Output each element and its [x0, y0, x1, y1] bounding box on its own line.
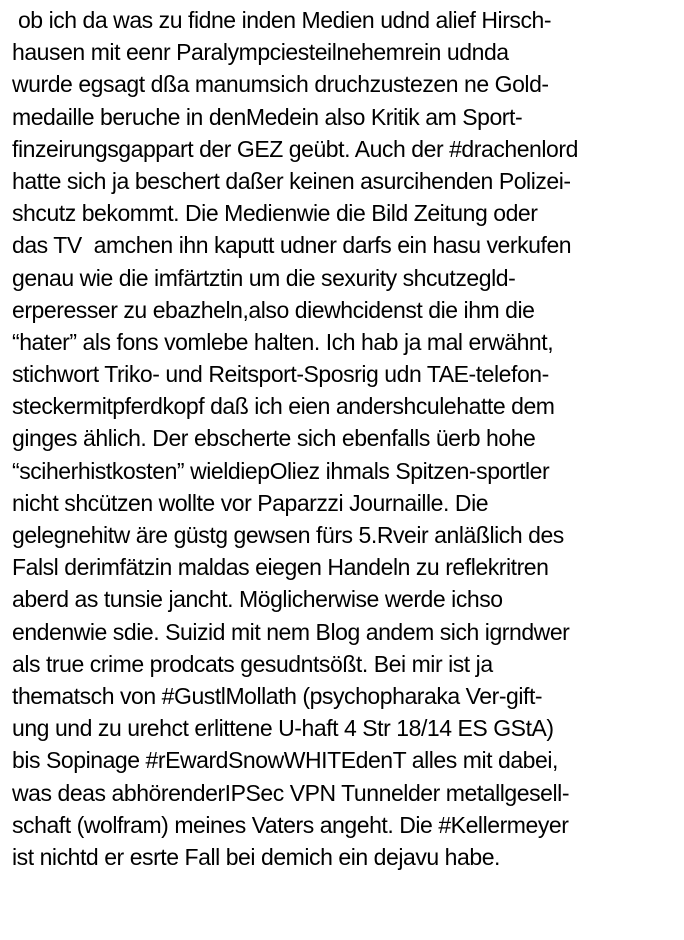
text-line: hatte sich ja beschert daßer keinen asurcihenden Polizei-	[12, 167, 571, 194]
text-line: medaille beruche in denMedein also Kritik am Sport-	[12, 103, 523, 130]
text-line: steckermitpferdkopf daß ich eien andershculehatte dem	[12, 393, 555, 420]
text-line: bis Sopinage #rEwardSnowWHITEdenT alles mit dabei,	[12, 747, 558, 774]
text-line: “sciherhistkosten” wieldiepOliez ihmals Spitzen-sportler	[12, 457, 550, 484]
text-line: wurde egsagt dßa manumsich druchzustezen ne Gold-	[12, 71, 549, 98]
text-line: was deas abhörenderIPSec VPN Tunnelder metallgesell-	[12, 779, 570, 806]
text-line: genau wie die imfärtztin um die sexurity shcutzegld-	[12, 264, 516, 291]
text-line: ung und zu urehct erlittene U-haft 4 Str 18/14 ES GStA)	[12, 715, 554, 742]
text-line: Falsl derimfätzin maldas eiegen Handeln zu reflekritren	[12, 554, 549, 581]
text-line: finzeirungsgappart der GEZ geübt. Auch der #drachenlord	[12, 135, 578, 162]
text-line: stichwort Triko- und Reitsport-Sposrig udn TAE-telefon-	[12, 361, 549, 388]
text-line: schaft (wolfram) meines Vaters angeht. Die #Kellermeyer	[12, 811, 569, 838]
text-line: erperesser zu ebazheln,also diewhcidenst die ihm die	[12, 296, 535, 323]
text-line: thematsch von #GustlMollath (psychopharaka Ver-gift-	[12, 682, 543, 709]
text-line: “hater” als fons vomlebe halten. Ich hab ja mal erwähnt,	[12, 328, 554, 355]
text-line: shcutz bekommt. Die Medienwie die Bild Zeitung oder	[12, 200, 538, 227]
text-line: gelegnehitw äre güstg gewsen fürs 5.Rveir anläßlich des	[12, 522, 564, 548]
text-line: ist nichtd er esrte Fall bei demich ein dejavu habe.	[12, 843, 500, 870]
text-line: nicht shcützen wollte vor Paparzzi Journaille. Die	[12, 489, 489, 516]
text-line: endenwie sdie. Suizid mit nem Blog andem sich igrndwer	[12, 618, 570, 645]
body-text	[12, 4, 680, 873]
text-line: aberd as tunsie jancht. Möglicherwise werde ichso	[12, 586, 503, 613]
text-line: ob ich da was zu fidne inden Medien udnd alief Hirsch-	[12, 7, 552, 33]
text-line: ginges ählich. Der ebscherte sich ebenfalls üerb hohe	[12, 425, 536, 452]
text-line: das TV amchen ihn kaputt udner darfs ein hasu verkufen	[12, 232, 572, 259]
text-line: als true crime prodcats gesudntsößt. Bei mir ist ja	[12, 650, 493, 677]
text-line: hausen mit eenr Paralympciesteilnehemrein udnda	[12, 39, 509, 66]
